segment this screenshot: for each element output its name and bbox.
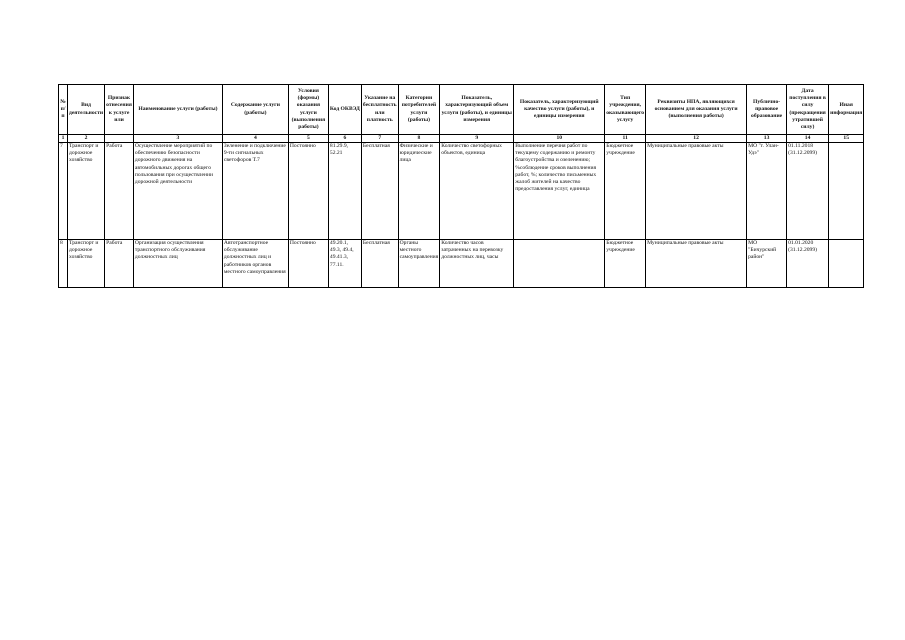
activity-type: Транспорт и дорожное хозяйство — [68, 143, 105, 240]
column-number-cell: 6 — [328, 135, 361, 143]
header-cell: Наименование услуги (работы) — [133, 85, 222, 135]
column-number-row — [59, 135, 864, 143]
header-cell: Указание на бесплатность или платность — [361, 85, 398, 135]
quality-indicator: Выполнение перечня работ по текущему содержанию и ремонту благоустройства и озеленению; %соблюдение сроков выполнения работ, %; количество письменных жалоб жителей на качество предоставления услуг, единица — [514, 143, 605, 240]
service-content: Зеленение и подключение 9-ти сигнальных светофоров Т.7 — [222, 143, 288, 240]
service-sign: Работа — [105, 240, 134, 288]
table-row — [59, 143, 864, 240]
other-info — [829, 143, 864, 240]
npa-details: Муниципальные правовые акты — [646, 240, 747, 288]
effective-date: 01.11.2018 (31.12.2099) — [787, 143, 829, 240]
header-cell: Категории потребителей услуги (работы) — [398, 85, 440, 135]
public-entity: МО "Бичурский район" — [747, 240, 787, 288]
header-cell: Признак отнесения к услуге или — [105, 85, 134, 135]
header-cell: Дата поступления в силу (прекращения утратившей силу) — [787, 85, 829, 135]
header-cell: Содержание услуги (работы) — [222, 85, 288, 135]
column-number-cell: 7 — [361, 135, 398, 143]
header-cell: Реквизиты НПА, являющихся основанием для оказания услуги (выполнения работы) — [646, 85, 747, 135]
column-number-cell: 13 — [747, 135, 787, 143]
row-number: 8 — [59, 240, 68, 288]
volume-indicator: Количество часов затраченных на перевозку должностных лиц, часы — [440, 240, 514, 288]
service-name: Организация осуществления транспортного обслуживания должностных лиц — [133, 240, 222, 288]
other-info — [829, 240, 864, 288]
payment-type: Бесплатная — [361, 143, 398, 240]
service-name: Осуществление мероприятий по обеспечению безопасности дорожного движения на автомобильных дорогах общего пользования при осуществлении дорожной деятельности — [133, 143, 222, 240]
activity-type: Транспорт и дорожное хозяйство — [68, 240, 105, 288]
institution-type: Бюджетное учреждение — [605, 240, 646, 288]
service-sign: Работа — [105, 143, 134, 240]
consumer-category: Физические и юридические лица — [398, 143, 440, 240]
npa-details: Муниципальные правовые акты — [646, 143, 747, 240]
column-number-cell: 12 — [646, 135, 747, 143]
payment-type: Бесплатная — [361, 240, 398, 288]
column-number-cell: 8 — [398, 135, 440, 143]
institution-type: Бюджетное учреждение — [605, 143, 646, 240]
service-conditions: Постоянно — [288, 240, 328, 288]
volume-indicator: Количество светофорных объектов, единица — [440, 143, 514, 240]
column-number-cell: 4 — [222, 135, 288, 143]
column-number-cell: 14 — [787, 135, 829, 143]
public-entity: МО "г. Улан-Удэ" — [747, 143, 787, 240]
header-cell: Иная информация — [829, 85, 864, 135]
header-cell: Код ОКВЭД — [328, 85, 361, 135]
column-number-cell: 9 — [440, 135, 514, 143]
row-number: 7 — [59, 143, 68, 240]
header-cell: Показатель, характеризующий объем услуги (работы), и единицы измерения — [440, 85, 514, 135]
header-row — [59, 85, 864, 135]
consumer-category: Органы местного самоуправления — [398, 240, 440, 288]
column-number-cell: 10 — [514, 135, 605, 143]
column-number-cell: 5 — [288, 135, 328, 143]
service-conditions: Постоянно — [288, 143, 328, 240]
column-number-cell: 2 — [68, 135, 105, 143]
services-table — [58, 84, 864, 288]
header-cell: Тип учреждения, оказывающего услугу — [605, 85, 646, 135]
header-cell: Показатель, характеризующий качество услуги (работы), и единицы измерения — [514, 85, 605, 135]
column-number-cell — [105, 135, 134, 143]
header-cell: № п/п — [59, 85, 68, 135]
column-number-cell: 1 — [59, 135, 68, 143]
effective-date: 01.01.2020 (31.12.2099) — [787, 240, 829, 288]
column-number-cell: 15 — [829, 135, 864, 143]
quality-indicator — [514, 240, 605, 288]
okved-code: 81.29.9, 52.21 — [328, 143, 361, 240]
service-content: Автотранспортное обслуживание должностных лиц и работников органов местного самоуправления — [222, 240, 288, 288]
table-row — [59, 240, 864, 288]
header-cell: Публично-правовое образование — [747, 85, 787, 135]
column-number-cell: 11 — [605, 135, 646, 143]
header-cell: Условия (формы) оказания услуги (выполнения работы) — [288, 85, 328, 135]
okved-code: 49.20.1, 49.3, 49.4, 49.41.3, 77.11. — [328, 240, 361, 288]
header-cell: Вид деятельности — [68, 85, 105, 135]
column-number-cell: 3 — [133, 135, 222, 143]
